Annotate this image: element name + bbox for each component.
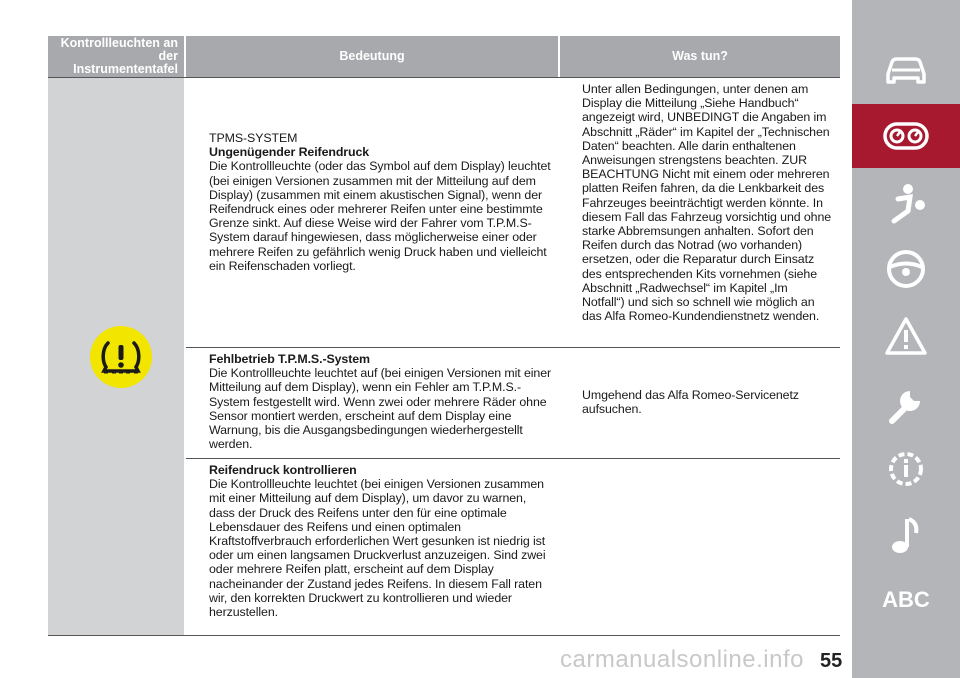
chapter-sidebar	[852, 0, 960, 678]
sidebar-item-driving[interactable]	[852, 238, 960, 300]
meaning-body: Die Kontrollleuchte (oder das Symbol auf dem Display) leuchtet (bei einigen Versionen zusammen mit der Mitteilung auf dem Display) (zusammen mit einem akustischen Signal), wenn der Reifendruck eines oder mehrerer Reifen unter eine bestimmte Grenze sinkt. Auf diese Weise wird der Fahrer vom T.P.M.S-System darauf hingewiesen, dass möglicherweise einer oder mehrere Reifen zu gefährlich wenig Druck haben und vielleicht ein Reifenschaden vorliegt.	[209, 159, 551, 273]
meaning-body: Die Kontrollleuchte leuchtet (bei einigen Versionen zusammen mit einer Mitteilung auf dem Display), um davor zu warnen, dass der Druck des Reifens unter den für eine optimale Lebensdauer des Reifens und einen optimalen Kraftstoffverbrauch erforderlichen Wert gesunken ist niedrig ist oder um einen langsamen Druckverlust anzuzeigen. Sind zwei oder mehrere Reifen platt, erscheint auf dem Display nacheinander der Zustand jedes Reifens. In diesem Fall raten wir, den korrekten Druckwert zu kontrollieren und wieder herzustellen.	[209, 477, 546, 620]
meaning-cell	[209, 352, 554, 451]
sidebar-item-emergency[interactable]	[852, 300, 960, 372]
action-text: Umgehend das Alfa Romeo-Servicenetz aufsuchen.	[582, 388, 799, 417]
sidebar-item-safety[interactable]	[852, 168, 960, 238]
sidebar-item-maintenance[interactable]	[852, 372, 960, 438]
music-note-icon	[888, 513, 924, 557]
header-action: Was tun?	[560, 36, 840, 77]
table-bottom-rule	[48, 635, 840, 636]
warning-triangle-icon	[883, 315, 929, 357]
meaning-cell	[209, 131, 554, 273]
row-divider	[186, 458, 840, 459]
meaning-title: TPMS-SYSTEM	[209, 131, 298, 145]
action-cell	[582, 388, 832, 416]
action-text: Unter allen Bedingungen, unter denen am Display die Mitteilung „Siehe Handbuch“ angezeigt wird, UNBEDINGT die Angaben im Abschnitt „Räder“ im Kapitel der „Technischen Daten“ beachten. Alle darin enthaltenen Anweisungen strengstens beachten. ZUR BEACHTUNG Nicht mit einem oder mehreren platten Reifen fahren, da die Lenkbarkeit des Fahrzeuges beeinträchtigt werden könnte. In diesem Fall das Fahrzeug vorsichtig und ohne starke Abbremsungen anhalten. Sofort den Reifen durch das Notrad (wo vorhanden) ersetzen, oder die Reparatur durch Einsatz des entsprechenden Kits vornehmen (siehe Abschnitt „Radwechsel“ im Kapitel „Im Notfall“) und sich so schnell wie möglich an das Alfa Romeo-Kundendienstnetz wenden.	[582, 82, 832, 324]
sidebar-item-multimedia[interactable]	[852, 500, 960, 570]
sidebar-item-technical-data[interactable]	[852, 438, 960, 500]
meaning-heading: Ungenügender Reifendruck	[209, 145, 370, 160]
gear-info-icon	[884, 447, 928, 491]
meaning-heading: Reifendruck kontrollieren	[209, 463, 357, 477]
car-icon	[882, 54, 930, 86]
tire-pressure-warning-icon	[90, 326, 152, 388]
meaning-heading: Fehlbetrieb T.P.M.S.-System	[209, 352, 370, 366]
header-warning-lights: Kontrollleuchten an der Instrumententafel	[48, 36, 184, 77]
action-cell	[582, 82, 832, 323]
sidebar-item-index[interactable]	[852, 578, 960, 622]
sidebar-item-dashboard[interactable]	[852, 104, 960, 168]
wrench-icon	[884, 383, 928, 427]
row-divider	[186, 347, 840, 348]
header-divider	[48, 77, 840, 78]
steering-wheel-icon	[885, 248, 927, 290]
page-number: 55	[820, 650, 843, 672]
airbag-seat-icon	[884, 181, 928, 225]
meaning-cell	[209, 463, 554, 619]
sidebar-item-car[interactable]	[852, 36, 960, 104]
meaning-body: Die Kontrollleuchte leuchtet auf (bei einigen Versionen mit einer Mitteilung auf dem Display), wenn ein Fehler am T.P.M.S.-System festgestellt wird. Wenn zwei oder mehrere Räder ohne Sensor montiert werden, erscheint auf dem Display eine Warnung, bis die Ausgangsbedingungen wiederhergestellt werden.	[209, 366, 552, 452]
index-label: ABC	[882, 587, 930, 612]
dashboard-gauges-icon	[882, 120, 930, 152]
header-meaning: Bedeutung	[186, 36, 558, 77]
icon-column	[48, 78, 184, 635]
watermark: carmanualsonline.info	[560, 646, 804, 673]
